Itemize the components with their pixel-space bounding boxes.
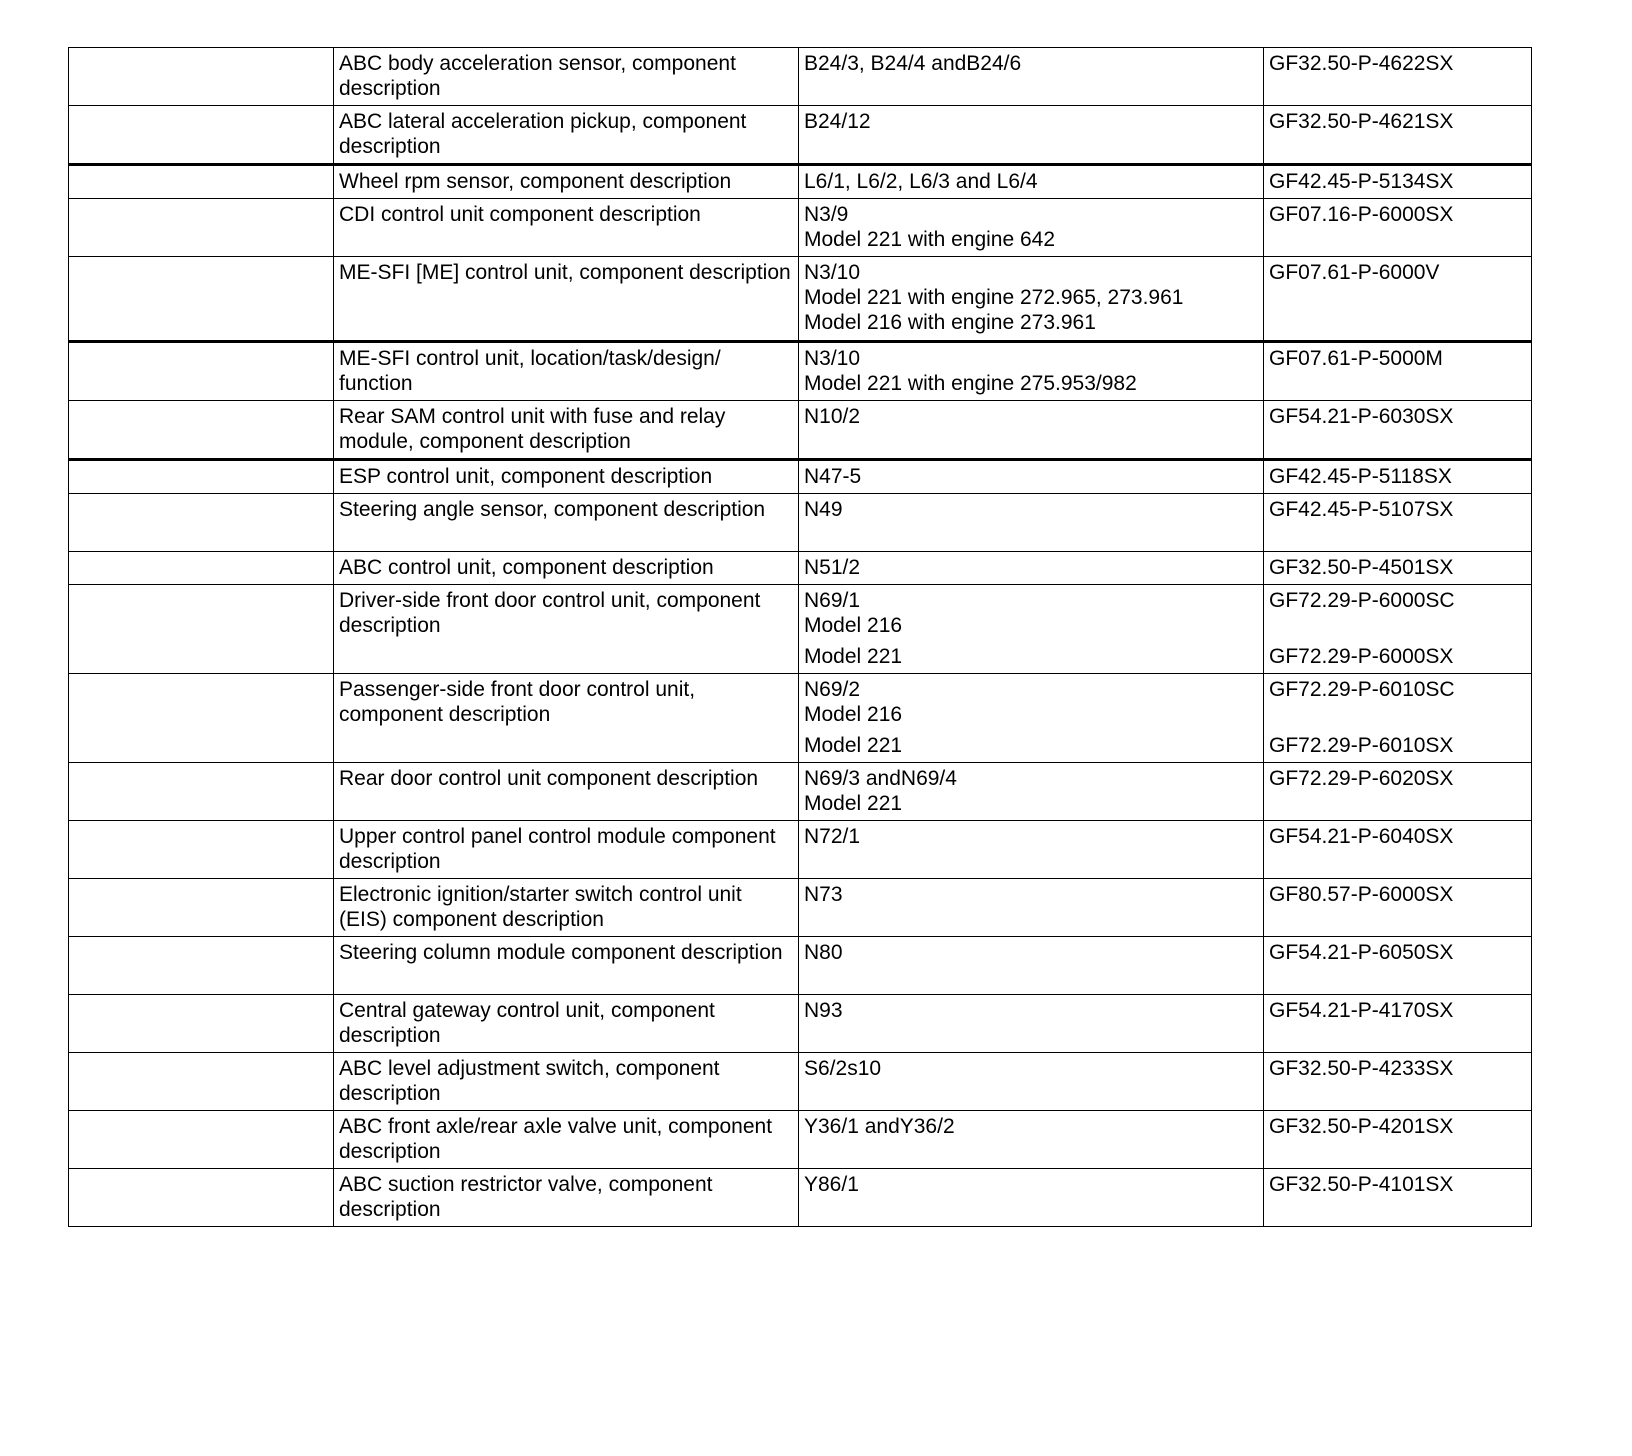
description-cell: Electronic ignition/starter switch control unit (EIS) component description — [334, 879, 799, 937]
document-cell: GF72.29-P-6000SC GF72.29-P-6000SX — [1264, 585, 1532, 674]
table-row — [69, 879, 1532, 937]
description-cell: Driver-side front door control unit, component description — [334, 585, 799, 674]
table-row — [69, 48, 1532, 106]
document-cell: GF54.21-P-6050SX — [1264, 937, 1532, 995]
document-cell: GF32.50-P-4233SX — [1264, 1053, 1532, 1111]
document-cell: GF07.16-P-6000SX — [1264, 199, 1532, 257]
empty-cell — [69, 257, 334, 342]
designation-cell: S6/2s10 — [799, 1053, 1264, 1111]
table-row — [69, 1169, 1532, 1227]
document-cell: GF32.50-P-4501SX — [1264, 552, 1532, 585]
table-row — [69, 165, 1532, 199]
table-row — [69, 674, 1532, 763]
designation-cell: L6/1, L6/2, L6/3 and L6/4 — [799, 165, 1264, 199]
empty-cell — [69, 48, 334, 106]
description-cell: Upper control panel control module component description — [334, 821, 799, 879]
document-cell: GF42.45-P-5107SX — [1264, 494, 1532, 552]
empty-cell — [69, 674, 334, 763]
document-cell: GF54.21-P-6040SX — [1264, 821, 1532, 879]
table-row — [69, 199, 1532, 257]
designation-cell: N51/2 — [799, 552, 1264, 585]
description-cell: Rear SAM control unit with fuse and relay module, component description — [334, 401, 799, 460]
empty-cell — [69, 585, 334, 674]
designation-cell: N47-5 — [799, 460, 1264, 494]
empty-cell — [69, 1169, 334, 1227]
empty-cell — [69, 494, 334, 552]
designation-cell: Y86/1 — [799, 1169, 1264, 1227]
designation-cell: N73 — [799, 879, 1264, 937]
document-cell: GF32.50-P-4101SX — [1264, 1169, 1532, 1227]
designation-cell: N3/9 Model 221 with engine 642 — [799, 199, 1264, 257]
empty-cell — [69, 995, 334, 1053]
table-row — [69, 494, 1532, 552]
document-cell: GF42.45-P-5118SX — [1264, 460, 1532, 494]
designation-cell: N80 — [799, 937, 1264, 995]
description-cell: ME-SFI control unit, location/task/design/ function — [334, 342, 799, 401]
document-cell: GF07.61-P-6000V — [1264, 257, 1532, 342]
description-cell: ABC body acceleration sensor, component description — [334, 48, 799, 106]
description-cell: ME-SFI [ME] control unit, component description — [334, 257, 799, 342]
table-row — [69, 257, 1532, 342]
empty-cell — [69, 1053, 334, 1111]
empty-cell — [69, 401, 334, 460]
table-row — [69, 401, 1532, 460]
designation-cell: B24/12 — [799, 106, 1264, 165]
description-cell: Steering angle sensor, component description — [334, 494, 799, 552]
designation-cell: B24/3, B24/4 andB24/6 — [799, 48, 1264, 106]
description-cell: ESP control unit, component description — [334, 460, 799, 494]
empty-cell — [69, 1111, 334, 1169]
description-cell: ABC front axle/rear axle valve unit, component description — [334, 1111, 799, 1169]
empty-cell — [69, 879, 334, 937]
empty-cell — [69, 342, 334, 401]
description-cell: ABC suction restrictor valve, component description — [334, 1169, 799, 1227]
empty-cell — [69, 821, 334, 879]
table-row — [69, 585, 1532, 674]
designation-cell: N10/2 — [799, 401, 1264, 460]
empty-cell — [69, 937, 334, 995]
document-cell: GF72.29-P-6010SC GF72.29-P-6010SX — [1264, 674, 1532, 763]
description-cell: ABC lateral acceleration pickup, component description — [334, 106, 799, 165]
table-row — [69, 460, 1532, 494]
designation-cell: N3/10 Model 221 with engine 275.953/982 — [799, 342, 1264, 401]
designation-cell: N69/1 Model 216 Model 221 — [799, 585, 1264, 674]
table-row — [69, 937, 1532, 995]
description-cell: Central gateway control unit, component description — [334, 995, 799, 1053]
designation-cell: Y36/1 andY36/2 — [799, 1111, 1264, 1169]
designation-cell: N69/3 andN69/4 Model 221 — [799, 763, 1264, 821]
description-cell: ABC level adjustment switch, component description — [334, 1053, 799, 1111]
table-row — [69, 995, 1532, 1053]
designation-cell: N3/10 Model 221 with engine 272.965, 273.961 Model 216 with engine 273.961 — [799, 257, 1264, 342]
document-cell: GF54.21-P-6030SX — [1264, 401, 1532, 460]
description-cell: Rear door control unit component description — [334, 763, 799, 821]
table-row — [69, 106, 1532, 165]
empty-cell — [69, 460, 334, 494]
table-row — [69, 821, 1532, 879]
document-cell: GF80.57-P-6000SX — [1264, 879, 1532, 937]
document-cell: GF54.21-P-4170SX — [1264, 995, 1532, 1053]
table-row — [69, 1053, 1532, 1111]
empty-cell — [69, 106, 334, 165]
designation-cell: N69/2 Model 216 Model 221 — [799, 674, 1264, 763]
document-cell: GF32.50-P-4201SX — [1264, 1111, 1532, 1169]
empty-cell — [69, 552, 334, 585]
designation-cell: N72/1 — [799, 821, 1264, 879]
designation-cell: N93 — [799, 995, 1264, 1053]
table-row — [69, 763, 1532, 821]
designation-cell: N49 — [799, 494, 1264, 552]
document-cell: GF72.29-P-6020SX — [1264, 763, 1532, 821]
document-cell: GF32.50-P-4622SX — [1264, 48, 1532, 106]
description-cell: Wheel rpm sensor, component description — [334, 165, 799, 199]
table-row — [69, 342, 1532, 401]
description-cell: Steering column module component description — [334, 937, 799, 995]
empty-cell — [69, 165, 334, 199]
empty-cell — [69, 199, 334, 257]
component-reference-table — [68, 47, 1532, 1227]
document-cell: GF32.50-P-4621SX — [1264, 106, 1532, 165]
description-cell: CDI control unit component description — [334, 199, 799, 257]
table-row — [69, 552, 1532, 585]
description-cell: Passenger-side front door control unit, component description — [334, 674, 799, 763]
empty-cell — [69, 763, 334, 821]
document-cell: GF42.45-P-5134SX — [1264, 165, 1532, 199]
document-cell: GF07.61-P-5000M — [1264, 342, 1532, 401]
description-cell: ABC control unit, component description — [334, 552, 799, 585]
table-row — [69, 1111, 1532, 1169]
